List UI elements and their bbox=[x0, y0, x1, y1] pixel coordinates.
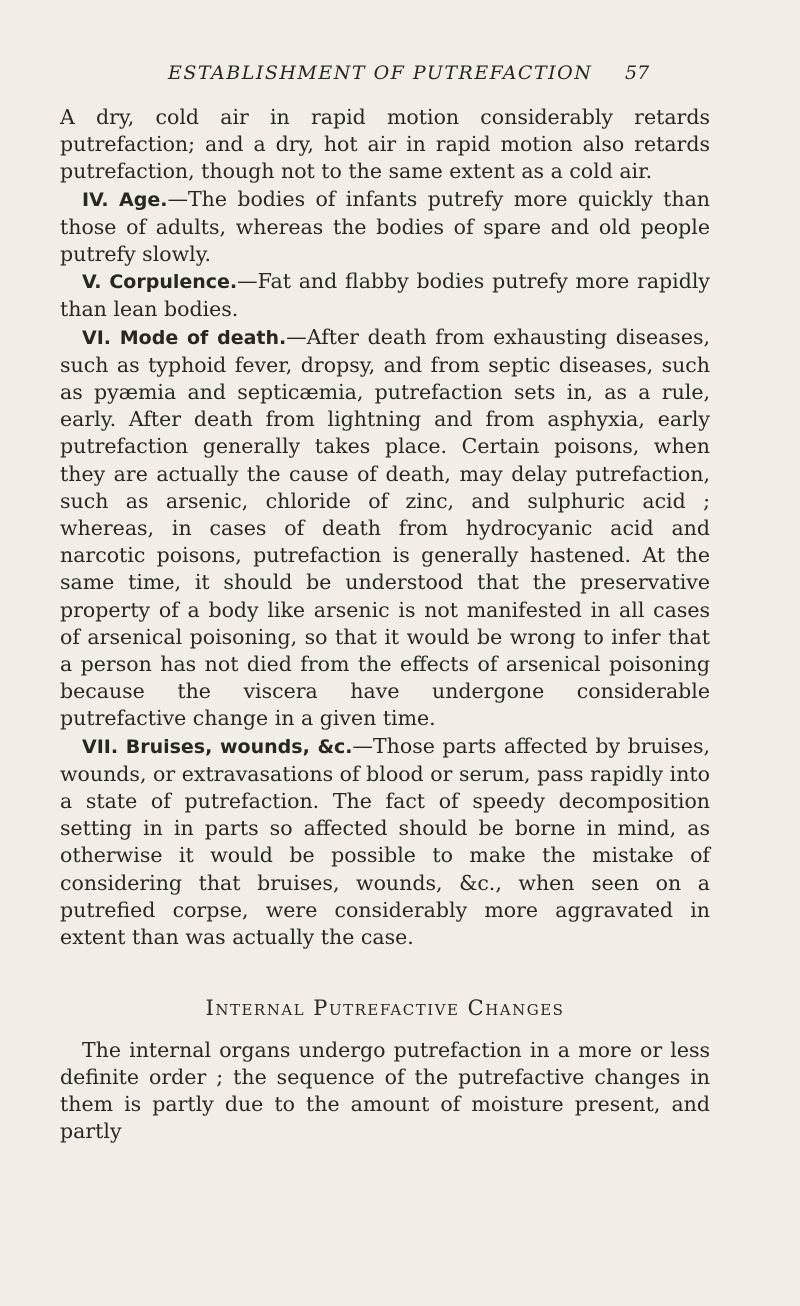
paragraph-lead-bruises: VII. Bruises, wounds, &c. bbox=[82, 735, 353, 758]
paragraph-text: —After death from exhausting diseases, such as typhoid fever, dropsy, and from septic diseases, such as pyæmia and septicæmia, putrefaction sets in, as a rule, early. After death from lightning and from asphyxia, early putrefaction generally takes place. Certain poisons, when they are actually the cause of death, may delay putrefaction, such as arsenic, chloride of zinc, and sulphuric acid ; whereas, in cases of death from hydrocyanic acid and narcotic poisons, putrefaction is generally hastened. At the same time, it should be understood that the preservative property of a body like arsenic is not manifested in all cases of arsenical poisoning, so that it would be wrong to infer that a person has not died from the effects of arsenical poisoning because the viscera have undergone considerable putrefactive change in a given time. bbox=[60, 324, 710, 731]
paragraph-mode-of-death bbox=[60, 324, 710, 733]
paragraph-cold-air bbox=[60, 104, 710, 186]
paragraph-lead-mode-of-death: VI. Mode of death. bbox=[82, 326, 287, 349]
paragraph-text: —The bodies of infants putrefy more quickly than those of adults, whereas the bodies of spare and old people putrefy slowly. bbox=[60, 186, 710, 267]
paragraph-bruises bbox=[60, 733, 710, 952]
paragraph-text: The internal organs undergo putrefaction in a more or less definite order ; the sequence of the putrefactive changes in them is partly due to the amount of moisture present, and partly bbox=[60, 1037, 710, 1144]
paragraph-text: —Those parts affected by bruises, wounds, or extravasations of blood or serum, pass rapidly into a state of putrefaction. The fact of speedy decomposition setting in in parts so affected should be borne in mind, as otherwise it would be possible to make the mistake of considering that bruises, wounds, &c., when seen on a putrefied corpse, were considerably more aggravated in extent than was actually the case. bbox=[60, 733, 710, 950]
body-text bbox=[60, 104, 710, 1145]
paragraph-text: —Fat and flabby bodies putrefy more rapidly than lean bodies. bbox=[60, 269, 711, 322]
paragraph-lead-age: IV. Age. bbox=[82, 188, 168, 211]
paragraph-lead-corpulence: V. Corpulence. bbox=[82, 271, 238, 294]
paragraph-age bbox=[60, 186, 710, 269]
paragraph-internal-changes bbox=[60, 1037, 710, 1146]
running-head-title: ESTABLISHMENT OF PUTREFACTION bbox=[168, 62, 593, 84]
paragraph-text: A dry, cold air in rapid motion considerably retards putrefaction; and a dry, hot air in rapid motion also retards putrefaction, though not to the same extent as a cold air. bbox=[60, 105, 710, 184]
section-heading: Internal Putrefactive Changes bbox=[205, 996, 565, 1021]
page-number: 57 bbox=[625, 62, 650, 84]
paragraph-corpulence bbox=[60, 268, 710, 323]
